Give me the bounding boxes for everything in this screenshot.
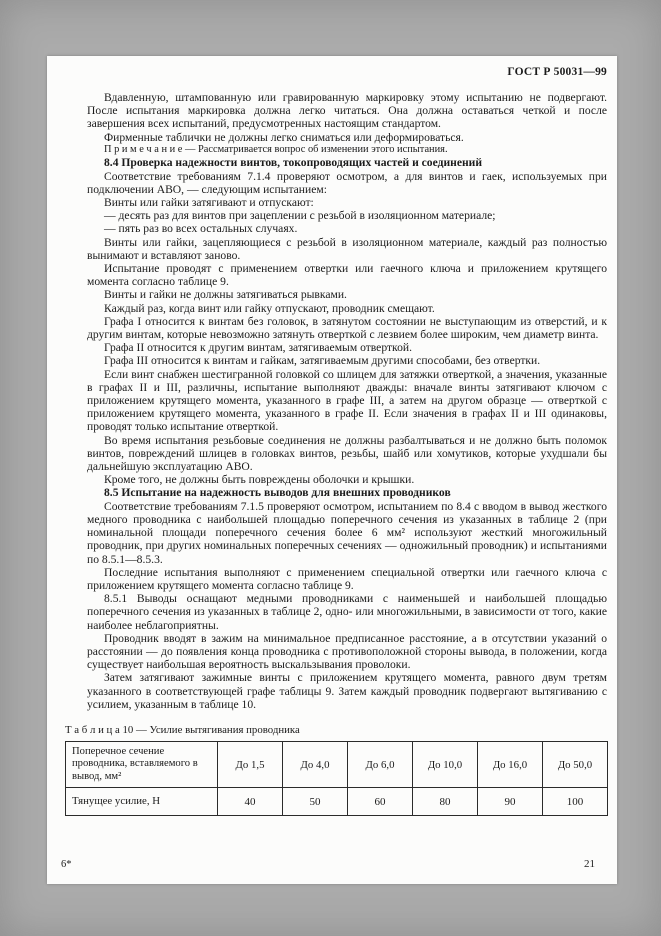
table-cell: 90 (478, 788, 543, 816)
paragraph: Кроме того, не должны быть повреждены оболочки и крышки. (104, 473, 415, 487)
section-heading-8-5: 8.5 Испытание на надежность выводов для внешних проводников (104, 486, 451, 500)
paragraph: Испытание проводят с применением отвертки или гаечного ключа и приложением крутящего момента согласно таблице 9. (87, 262, 607, 289)
table-cell: 80 (413, 788, 478, 816)
list-item: — десять раз для винтов при зацеплении с резьбой в изоляционном материале; (104, 209, 496, 223)
table-caption: Т а б л и ц а 10 — Усилие вытягивания проводника (65, 723, 300, 736)
paragraph: Проводник вводят в зажим на минимальное предписанное расстояние, а в отсутствии указаний о расстоянии — до появления конца проводника с противоположной стороны вывода, в положении, когда существует наибольшая вероятность выскальзывания проволоки. (87, 631, 607, 672)
table-cell: 40 (218, 788, 283, 816)
table-header-cell: До 6,0 (348, 741, 413, 787)
table-header-cell: До 1,5 (218, 741, 283, 787)
table-cell: Тянущее усилие, Н (66, 788, 218, 816)
table-header-cell: До 50,0 (543, 741, 608, 787)
table-cell: 100 (543, 788, 608, 816)
paragraph: Соответствие требованиям 7.1.5 проверяют осмотром, испытанием по 8.4 с вводом в вывод жесткого медного проводника с наибольшей площадью поперечного сечения из указанных в таблице 2 (при номинальной площади поперечного сечения более 6 мм² используют жесткий многожильный проводник, при других номинальных поперечных сечениях — одножильный проводник) и испытаниями по 8.5.1—8.5.3. (87, 499, 607, 566)
page-sheet (47, 56, 617, 884)
table-header-cell: До 10,0 (413, 741, 478, 787)
paragraph: Винты или гайки затягивают и отпускают: (104, 196, 314, 210)
page-footer (61, 858, 595, 870)
list-item: — пять раз во всех остальных случаях. (104, 222, 298, 236)
paragraph: Графа I относится к винтам без головок, в затянутом состоянии не выступающим из отверстий, и к другим винтам, которые невозможно затянуть отверткой с лезвием более широким, чем диаметр винта. (87, 314, 607, 342)
table-header-cell: Поперечное сечение проводника, вставляемого в вывод, мм² (66, 741, 218, 787)
paragraph: Графа II относится к другим винтам, затягиваемым отверткой. (104, 341, 412, 355)
paragraph: Винты или гайки, зацепляющиеся с резьбой в изоляционном материале, каждый раз полностью вынимают и вставляют заново. (87, 235, 607, 262)
table-cell: 50 (283, 788, 348, 816)
paragraph: Если винт снабжен шестигранной головкой со шлицем для затяжки отверткой, а значения, указанные в графах II и III, различны, испытание выполняют дважды: вначале винты затягивают ключом с приложением крутящего момента, указанного в графе III, а затем на другом образце — отверткой с приложением крутящего момента, указанного в графе II. Если значения в графах II и III одинаковы, проводят только испытание отверткой. (87, 367, 607, 434)
table-header-cell: До 4,0 (283, 741, 348, 787)
paragraph: Каждый раз, когда винт или гайку отпускают, проводник смещают. (104, 301, 435, 315)
paragraph: Фирменные таблички не должны легко сниматься или деформироваться. (104, 130, 464, 144)
pull-force-table (65, 741, 608, 816)
page-number: 21 (584, 858, 595, 870)
table-header-cell: До 16,0 (478, 741, 543, 787)
paragraph: Во время испытания резьбовые соединения не должны разбалтываться и не должно быть поломок винтов, повреждений шлицев в головках винтов, резьбы, шайб или хомутиков, которые ухудшали бы дальнейшую эксплуатацию АВО. (87, 433, 607, 474)
paragraph: 8.5.1 Выводы оснащают медными проводниками с наименьшей и наибольшей площадью поперечного сечения из указанных в таблице 2, одно- или многожильными, в зависимости от того, какие наиболее неблагоприятны. (87, 592, 607, 632)
table-cell: 60 (348, 788, 413, 816)
table-row (66, 788, 608, 816)
paragraph: Соответствие требованиям 7.1.4 проверяют осмотром, а для винтов и гаек, используемых при подключении АВО, — следующим испытанием: (87, 169, 607, 196)
signature-mark: 6* (61, 859, 72, 870)
paragraph: Винты и гайки не должны затягиваться рывками. (104, 288, 347, 302)
paragraph: Вдавленную, штампованную или гравированную маркировку этому испытанию не подвергают. После испытания маркировка должна легко читаться. Она должна оставаться четкой и после завершения всех испытаний, предусмотренных настоящим стандартом. (87, 91, 607, 131)
paragraph: Графа III относится к винтам и гайкам, затягиваемым другими способами, без отвертки. (104, 354, 541, 368)
doc-code: ГОСТ Р 50031—99 (507, 66, 607, 78)
page-content (47, 56, 617, 816)
section-heading-8-4: 8.4 Проверка надежности винтов, токопроводящих частей и соединений (104, 156, 483, 170)
paragraph: Последние испытания выполняют с применением специальной отвертки или гаечного ключа с приложением крутящего момента согласно таблице 9. (87, 565, 607, 592)
note-paragraph: П р и м е ч а н и е — Рассматривается вопрос об изменении этого испытания. (104, 143, 448, 155)
paragraph: Затем затягивают зажимные винты с приложением крутящего момента, равного двум третям указанного в соответствующей графе таблицы 9. Затем каждый проводник подвергают вытягиванию с усилием, указанным в таблице 10. (87, 671, 607, 711)
table-header-row (66, 741, 608, 787)
